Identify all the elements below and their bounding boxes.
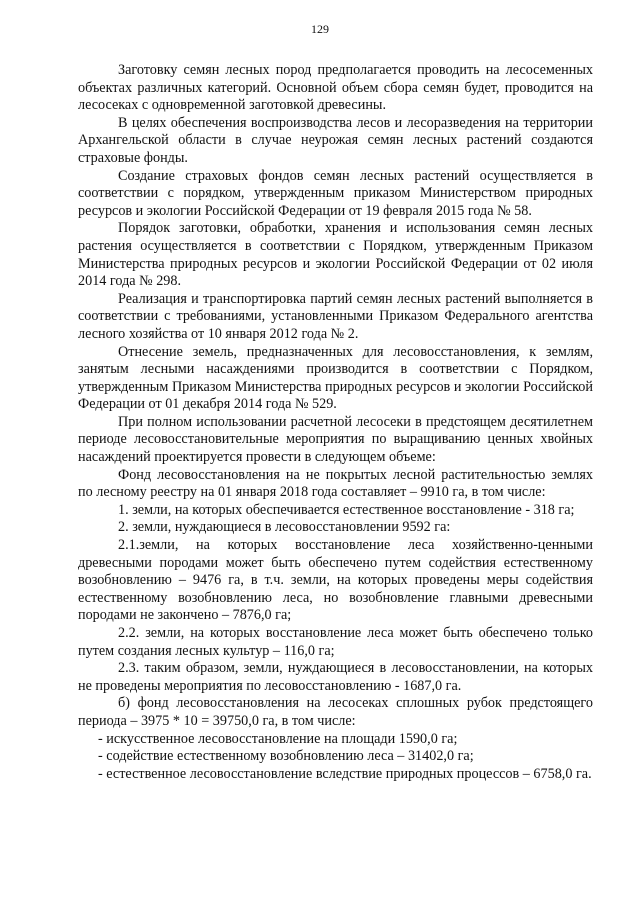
paragraph-land-classification: Отнесение земель, предназначенных для лесовосстановления, к землям, занятым лесными насаждениями производится в соответствии с Порядком, утвержденным Приказом Министерства природных ресурсов и экологии Российской Федерации от 01 декабря 2014 года № 529. — [78, 343, 593, 413]
paragraph-seed-transport: Реализация и транспортировка партий семян лесных растений выполняется в соответствии с требованиями, установленными Приказом Федерального агентства лесного хозяйства от 10 января 2012 года № 2. — [78, 290, 593, 342]
list-item-1: 1. земли, на которых обеспечивается естественное восстановление - 318 га; — [118, 501, 575, 518]
list-item-2-1: 2.1.земли, на которых восстановление леса хозяйственно-ценными древесными породами может быть обеспечено путем содействия естественному возобновлению – 9476 га, в т.ч. земли, на которых проведены меры содействия естественному возобновлению леса, но возобновление главными древесными породами не закончено – 7876,0 га; — [78, 537, 593, 624]
document-body — [78, 62, 593, 783]
dash-item-assisted: - содействие естественному возобновлению леса – 31402,0 га; — [98, 748, 474, 765]
paragraph-reforestation-fund: Фонд лесовосстановления на не покрытых лесной растительностью землях по лесному реестру на 01 января 2018 года составляет – 9910 га, в том числе: — [78, 466, 593, 501]
paragraph-seed-procedure: Порядок заготовки, обработки, хранения и использования семян лесных растения осуществляется в соответствии с Порядком, утвержденным Приказом Министерства природных ресурсов и экологии Российской Федерации от 02 июля 2014 года № 298. — [78, 220, 593, 290]
page-number: 129 — [311, 22, 329, 36]
paragraph-insurance-funds: В целях обеспечения воспроизводства лесов и лесоразведения на территории Архангельской области в случае неурожая семян лесных растений создаются страховые фонды. — [78, 114, 593, 166]
list-item-2-3: 2.3. таким образом, земли, нуждающиеся в лесовосстановлении, на которых не проведены мероприятия по лесовосстановлению - 1687,0 га. — [78, 660, 593, 694]
list-item-2: 2. земли, нуждающиеся в лесовосстановлении 9592 га: — [118, 519, 451, 536]
list-item-2-2: 2.2. земли, на которых восстановление леса может быть обеспечено только путем создания лесных культур – 116,0 га; — [78, 625, 593, 659]
dash-item-natural: - естественное лесовосстановление вследствие природных процессов – 6758,0 га. — [98, 765, 592, 782]
paragraph-seed-harvesting: Заготовку семян лесных пород предполагается проводить на лесосеменных объектах различных категорий. Основной объем сбора семян будет, проводится на лесосеках с одновременной заготовкой древесины. — [78, 62, 593, 114]
paragraph-insurance-order: Создание страховых фондов семян лесных растений осуществляется в соответствии с порядком, утвержденным приказом Министерством природных ресурсов и экологии Российской Федерации от 19 февраля 2015 года № 58. — [78, 167, 593, 219]
dash-item-artificial: - искусственное лесовосстановление на площади 1590,0 га; — [98, 730, 458, 747]
paragraph-reforestation-plan: При полном использовании расчетной лесосеки в предстоящем десятилетнем периоде лесовосстановительные мероприятия по выращиванию ценных хвойных насаждений проектируется провести в следующем объеме: — [78, 413, 593, 466]
paragraph-clearcut-fund: б) фонд лесовосстановления на лесосеках сплошных рубок предстоящего периода – 3975 * 10 = 39750,0 га, в том числе: — [78, 695, 593, 729]
